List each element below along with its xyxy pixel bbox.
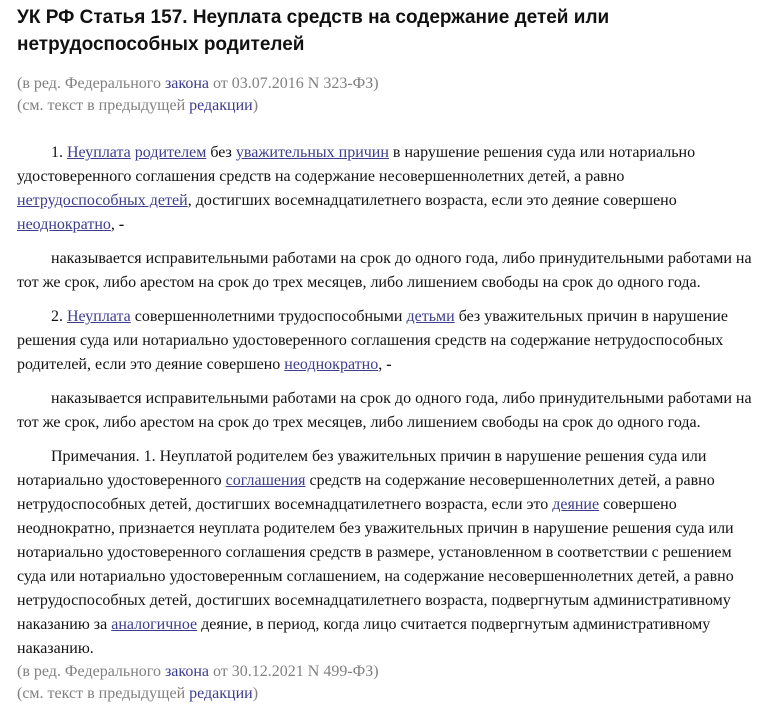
similar-act-link[interactable]: аналогичное (111, 616, 198, 633)
repeatedly-link-2[interactable]: неоднократно (284, 356, 379, 373)
text-span: , (378, 356, 387, 373)
edition-note-bottom (17, 661, 757, 705)
part-1 (17, 141, 757, 237)
parent-link[interactable]: родителем (134, 144, 207, 161)
edition-suffix: от 03.07.2016 N 323-ФЗ) (208, 75, 379, 92)
part-2 (17, 305, 757, 377)
see-prefix: (см. текст в предыдущей (17, 685, 190, 702)
agreement-link[interactable]: соглашения (225, 472, 306, 489)
text-span: средств на содержание несовершеннолетних детей, а равно нетрудоспособных детей, достигших восемнадцатилетнего возраста, если это (17, 472, 715, 513)
text-span: совершено неоднократно, признается неуплата родителем без уважительных причин в нарушение решения суда или нотариально удостоверенного соглашения средств в размере, установленном в соответствии с решением суда или нотариально удостоверенным соглашением, на содержание несовершеннолетних детей, а равно нетрудоспособных детей, достигших восемнадцатилетнего возраста, подвергнутым административному наказанию за (17, 496, 734, 633)
see-suffix: ) (252, 97, 259, 114)
text-span: деяние, в период, когда лицо считается подвергнутым административному наказанию. (17, 616, 711, 657)
edition-line (17, 73, 757, 95)
repeatedly-link[interactable]: неоднократно (17, 216, 111, 233)
text-span: без уважительных причин в нарушение решения суда или нотариально удостоверенного соглашения средств на содержание нетрудоспособных родителей, если это деяние совершено (17, 308, 728, 373)
penalty-1: наказывается исправительными работами на срок до одного года, либо принудительными работами на тот же срок, либо арестом на срок до трех месяцев, либо лишением свободы на срок до одного года. (17, 250, 752, 291)
text-span: , (110, 216, 119, 233)
part-2-number: 2. (51, 308, 67, 325)
see-previous-line (17, 95, 757, 117)
law-link[interactable]: закона (164, 75, 209, 92)
non-payment-link[interactable]: Неуплата (67, 144, 131, 161)
dash-mark: - (386, 356, 392, 373)
notes (17, 445, 757, 661)
see-suffix: ) (252, 685, 259, 702)
edition-prefix: (в ред. Федерального (17, 75, 165, 92)
children-link[interactable]: детьми (406, 308, 455, 325)
non-payment-link-2[interactable]: Неуплата (67, 308, 131, 325)
see-prefix: (см. текст в предыдущей (17, 97, 190, 114)
text-span: совершеннолетними трудоспособными (130, 308, 407, 325)
dash-mark: - (118, 216, 125, 233)
article-title: УК РФ Статья 157. Неуплата средств на содержание детей или нетрудоспособных родителей (17, 7, 610, 55)
part-1-number: 1. (51, 144, 67, 161)
edition-prefix: (в ред. Федерального (17, 663, 165, 680)
previous-edition-link[interactable]: редакции (189, 97, 253, 114)
act-link[interactable]: деяние (552, 496, 600, 513)
document (17, 0, 757, 705)
text-span: в нарушение решения суда или нотариально удостоверенного соглашения средств на содержание несовершеннолетних детей, а равно (17, 144, 696, 185)
see-previous-line (17, 683, 757, 705)
disabled-children-link[interactable]: нетрудоспособных детей (17, 192, 188, 209)
edition-note-top (17, 73, 757, 117)
penalty-2: наказывается исправительными работами на срок до одного года, либо принудительными работами на тот же срок, либо арестом на срок до трех месяцев, либо лишением свободы на срок до одного года. (17, 390, 752, 431)
text-span: Примечания. 1. Неуплатой родителем без уважительных причин в нарушение решения суда или нотариально удостоверенного (17, 448, 707, 489)
text-span: , достигших восемнадцатилетнего возраста, если это деяние совершено (187, 192, 677, 209)
text-span: без (206, 144, 236, 161)
law-link-bottom[interactable]: закона (164, 663, 209, 680)
previous-edition-link-bottom[interactable]: редакции (189, 685, 253, 702)
valid-reasons-link[interactable]: уважительных причин (235, 144, 389, 161)
edition-suffix: от 30.12.2021 N 499-ФЗ) (208, 663, 379, 680)
edition-line (17, 661, 757, 683)
